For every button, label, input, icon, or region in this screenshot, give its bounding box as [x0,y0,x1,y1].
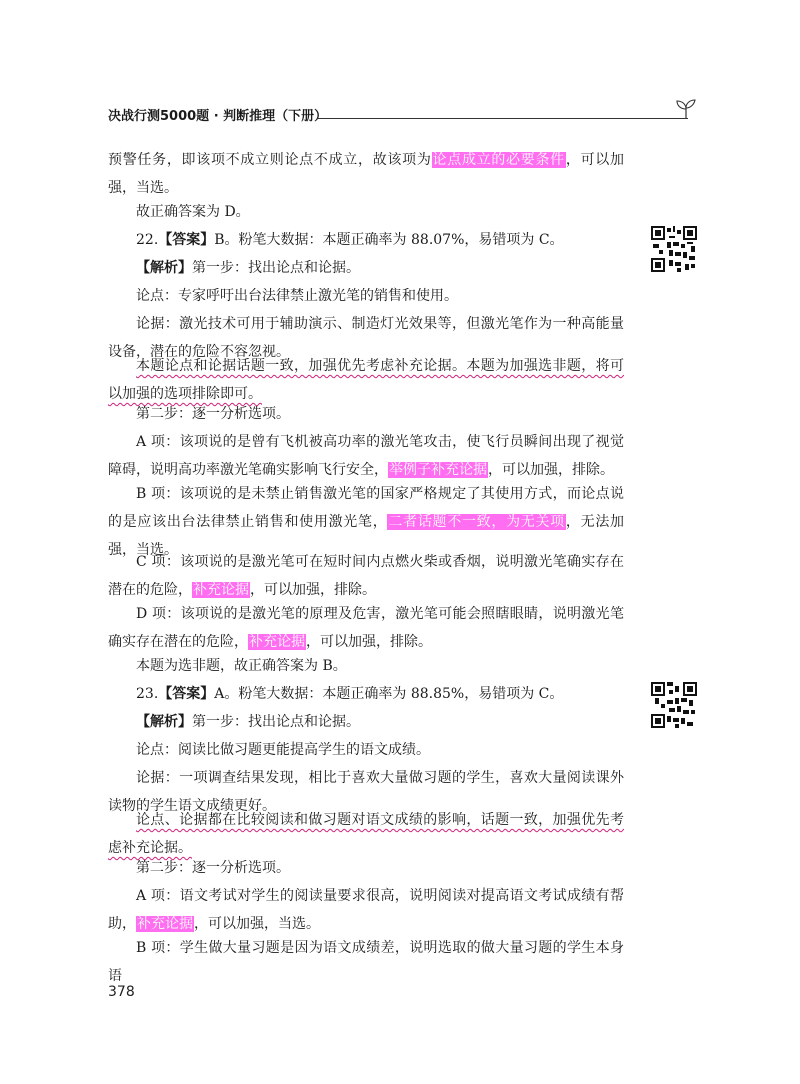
highlight-supplement: 补充论据 [249,634,305,650]
highlight-irrelevant: 二者话题不一致，为无关项 [388,514,565,530]
page-number: 378 [108,984,135,1000]
q22-evidence: 论据：激光技术可用于辅助演示、制造灯光效果等，但激光笔作为一种高能量设备，潜在的危险不容忽视。 [108,316,624,360]
book-title: 决战行测5000题 · 判断推理（下册） [108,109,328,124]
q22-analysis-step1: 【解析】第一步：找出论点和论据。 [136,260,360,276]
q22-option-d: D 项：该项说的是激光笔的原理及危害，激光笔可能会照瞎眼睛，说明激光笔确实存在潜在的危险，补充论据，可以加强，排除。 [108,606,624,650]
qr-code-icon[interactable] [651,682,697,728]
q22-step2: 第二步：逐一分析选项。 [136,406,290,422]
q23-argument: 论点：阅读比做习题更能提高学生的语文成绩。 [136,742,430,758]
q22-final: 本题为选非题，故正确答案为 B。 [136,658,347,674]
qr-code-icon[interactable] [651,226,697,272]
q23-option-b: B 项：学生做大量习题是因为语文成绩差，说明选取的做大量习题的学生本身语 [108,940,624,984]
q22-option-b: B 项：该项说的是未禁止销售激光笔的国家严格规定了其使用方式，而论点说的是应该出台法律禁止销售和使用激光笔，二者话题不一致，为无关项，无法加强，当选。 [108,486,625,558]
header-rule [318,118,688,119]
q22-answer: 22.【答案】B。粉笔大数据：本题正确率为 88.07%，易错项为 C。 [136,232,564,248]
q23-summary: 论点、论据都在比较阅读和做习题对语文成绩的影响，话题一致，加强优先考虑补充论据。 [108,812,624,856]
highlight-necessary-condition: 论点成立的必要条件 [432,152,565,168]
q23-option-a: A 项：语文考试对学生的阅读量要求很高，说明阅读对提高语文考试成绩有帮助，补充论据，可以加强，当选。 [108,888,624,932]
answer-line-21: 故正确答案为 D。 [136,204,250,220]
highlight-example-evidence: 举例子补充论据 [389,462,487,478]
sprout-icon [674,98,698,120]
q23-step2: 第二步：逐一分析选项。 [136,860,290,876]
highlight-supplement: 补充论据 [137,916,193,932]
paragraph-continuation: 预警任务，即该项不成立则论点不成立，故该项为论点成立的必要条件，可以加强，当选。 [108,152,625,196]
running-header [108,104,698,126]
q22-argument: 论点：专家呼吁出台法律禁止激光笔的销售和使用。 [136,288,458,304]
highlight-supplement: 补充论据 [193,582,249,598]
q23-evidence: 论据：一项调查结果发现，相比于喜欢大量做习题的学生，喜欢大量阅读课外读物的学生语文成绩更好。 [108,770,624,814]
q23-answer: 23.【答案】A。粉笔大数据：本题正确率为 88.85%，易错项为 C。 [136,686,564,702]
q22-option-c: C 项：该项说的是激光笔可在短时间内点燃火柴或香烟，说明激光笔确实存在潜在的危险，补充论据，可以加强，排除。 [108,554,624,598]
q23-analysis-step1: 【解析】第一步：找出论点和论据。 [136,714,360,730]
q22-summary: 本题论点和论据话题一致，加强优先考虑补充论据。本题为加强选非题，将可以加强的选项排除即可。 [108,358,624,402]
q22-option-a: A 项：该项说的是曾有飞机被高功率的激光笔攻击，使飞行员瞬间出现了视觉障碍，说明高功率激光笔确实影响飞行安全，举例子补充论据，可以加强，排除。 [108,434,624,478]
